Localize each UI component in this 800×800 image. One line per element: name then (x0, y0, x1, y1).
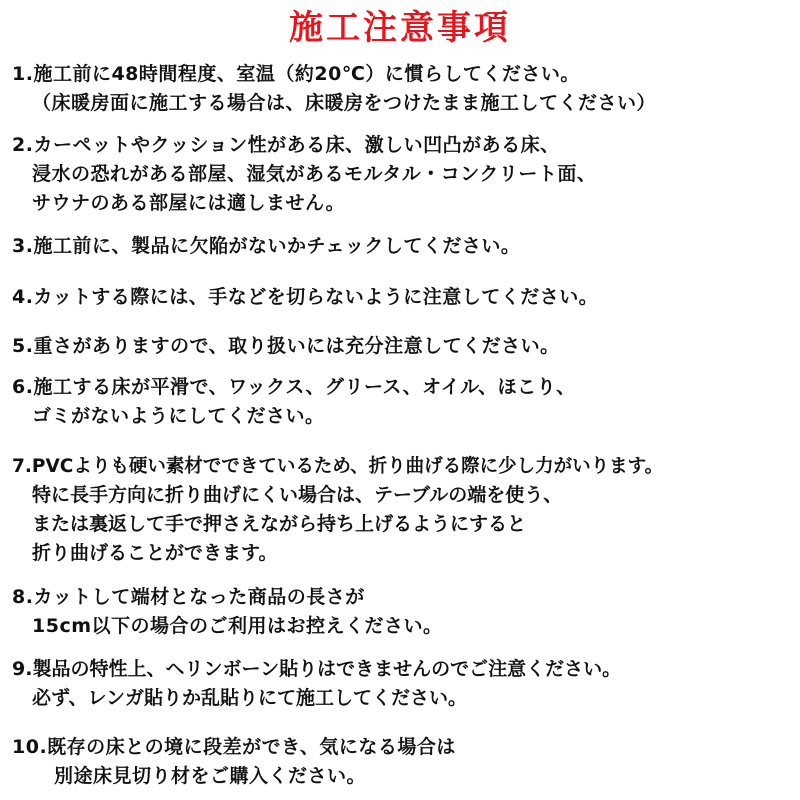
notice-number: 10. (12, 736, 48, 758)
notice-line (12, 232, 792, 261)
notice-line: 折り曲げることができます。 (32, 542, 278, 564)
notice-item-4 (12, 283, 792, 312)
notice-item-6 (12, 373, 792, 431)
notice-text: 重さがありますので、取り扱いには充分注意してください。 (33, 335, 560, 357)
notice-item-2 (12, 131, 792, 218)
notice-text: カーペットやクッション性がある床、激しい凹凸がある床、 (33, 134, 560, 156)
notice-text: PVCよりも硬い素材でできているため、折り曲げる際に少し力がいります。 (31, 456, 664, 477)
notice-line (12, 332, 792, 361)
notice-number: 3. (12, 235, 34, 257)
notice-text: 施工前に48時間程度、室温（約20℃）に慣らしてください。 (33, 63, 580, 85)
notice-line: 15cm以下の場合のご利用はお控えください。 (32, 615, 443, 637)
page-title: 施工注意事項 (289, 8, 511, 48)
notice-item-1 (12, 60, 792, 118)
notice-line (12, 452, 792, 481)
notice-number: 7. (12, 456, 32, 477)
notice-line (12, 60, 792, 89)
notice-item-3 (12, 232, 792, 261)
notice-item-8 (12, 583, 792, 641)
notice-item-7 (12, 452, 792, 568)
notice-line: または裏返して手で押さえながら持ち上げるようにすると (32, 513, 527, 535)
notice-number: 8. (12, 586, 34, 608)
notice-number: 2. (12, 134, 34, 156)
notice-number: 1. (12, 63, 34, 85)
notice-text: 施工前に、製品に欠陥がないかチェックしてください。 (33, 235, 521, 257)
notice-text: 既存の床との境に段差ができ、気になる場合は (47, 736, 456, 758)
notice-line: 別途床見切り材をご購入ください。 (54, 765, 367, 787)
notice-item-9 (12, 655, 792, 713)
notice-line: 必ず、レンガ貼りか乱貼りにて施工してください。 (32, 687, 468, 709)
notice-line: 浸水の恐れがある部屋、湿気があるモルタル・コンクリート面、 (32, 163, 597, 185)
notice-line (12, 655, 792, 684)
notice-item-5 (12, 332, 792, 361)
notice-line: （床暖房面に施工する場合は、床暖房をつけたまま施工してください） (32, 92, 657, 114)
notice-line (12, 373, 792, 402)
notice-text: カットして端材となった商品の長さが (33, 586, 365, 608)
notice-number: 4. (12, 286, 34, 308)
notice-line (12, 583, 792, 612)
notice-line: サウナのある部屋には適しません。 (32, 192, 346, 214)
notice-number: 5. (12, 335, 34, 357)
notice-line (12, 131, 792, 160)
notice-line: ゴミがないようにしてください。 (32, 405, 325, 427)
notice-text: 製品の特性上、ヘリンボーン貼りはできませんのでご注意ください。 (32, 658, 622, 680)
notice-number: 9. (12, 658, 33, 680)
notice-text: カットする際には、手などを切らないように注意してください。 (33, 286, 599, 308)
notice-line (12, 733, 792, 762)
notice-line: 特に長手方向に折り曲げにくい場合は、テーブルの端を使う、 (32, 484, 563, 506)
notice-item-10 (12, 733, 792, 791)
notice-text: 施工する床が平滑で、ワックス、グリース、オイル、ほこり、 (33, 376, 576, 398)
notice-number: 6. (12, 376, 34, 398)
notice-line (12, 283, 792, 312)
